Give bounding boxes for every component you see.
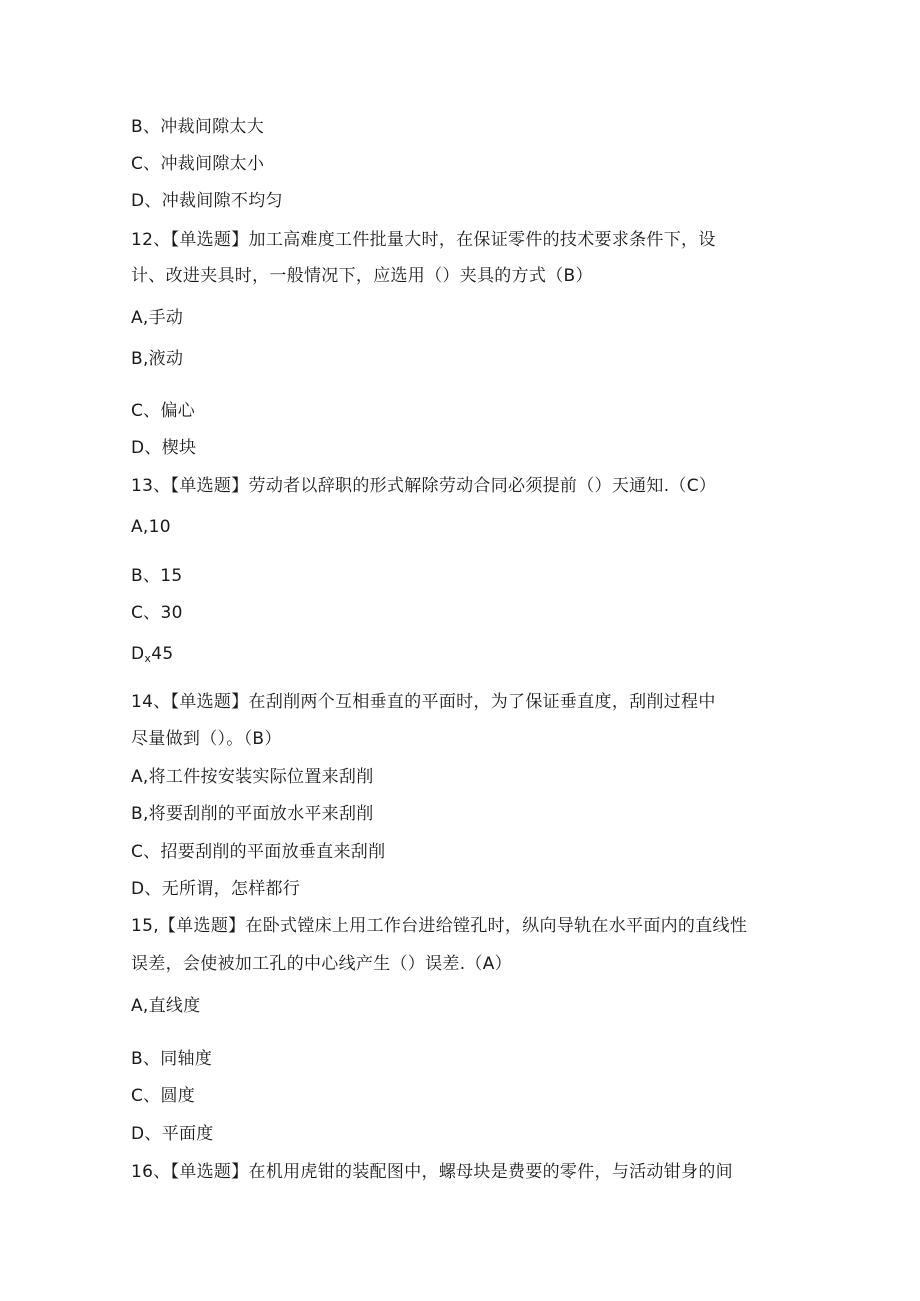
question-16-line-1: 16、【单选题】在机用虎钳的装配图中，螺母块是费要的零件，与活动钳身的间 [131, 1162, 733, 1182]
question-13: 13、【单选题】劳动者以辞职的形式解除劳动合同必须提前（）天通知.（C） [131, 476, 717, 496]
question-12-line-1: 12、【单选题】加工高难度工件批量大时，在保证零件的技术要求条件下，设 [131, 230, 716, 250]
option-b-q11: B、冲裁间隙太大 [131, 117, 265, 137]
option-a-q14: A,将工件按安装实际位置来刮削 [131, 767, 374, 787]
option-d-q13 [131, 643, 173, 670]
option-d-subscript: x [144, 652, 152, 665]
option-b-q13: B、15 [131, 566, 183, 586]
question-14-line-1: 14、【单选题】在刮削两个互相垂直的平面时，为了保证垂直度，刮削过程中 [131, 692, 716, 712]
option-b-q12: B,液动 [131, 349, 184, 369]
option-c-q13: C、30 [131, 603, 183, 623]
question-15-line-2: 误差，会使被加工孔的中心线产生（）误差.（A） [131, 954, 512, 974]
option-c-q12: C、偏心 [131, 401, 196, 421]
option-d-q12: D、楔块 [131, 438, 197, 458]
option-d-q15: D、平面度 [131, 1124, 214, 1144]
question-12-line-2: 计、改进夹具时，一般情况下，应选用（）夹具的方式（B） [131, 266, 593, 286]
option-a-q12: A,手动 [131, 308, 184, 328]
option-b-q14: B,将要刮削的平面放水平来刮削 [131, 804, 374, 824]
question-15-line-1: 15,【单选题】在卧式镗床上用工作台进给镗孔时，纵向导轨在水平面内的直线性 [131, 916, 748, 936]
option-c-q11: C、冲裁间隙太小 [131, 154, 265, 174]
option-c-q14: C、招要刮削的平面放垂直来刮削 [131, 842, 386, 862]
option-a-q15: A,直线度 [131, 996, 201, 1016]
option-d-q11: D、冲裁间隙不均匀 [131, 191, 283, 211]
option-c-q15: C、圆度 [131, 1086, 196, 1106]
option-b-q15: B、同轴度 [131, 1049, 213, 1069]
option-d-letter: D [131, 644, 145, 664]
question-14-line-2: 尽量做到（）。（B） [131, 729, 282, 749]
option-d-value: 45 [151, 644, 174, 664]
option-d-q14: D、无所谓，怎样都行 [131, 879, 301, 899]
option-a-q13: A,10 [131, 517, 171, 537]
